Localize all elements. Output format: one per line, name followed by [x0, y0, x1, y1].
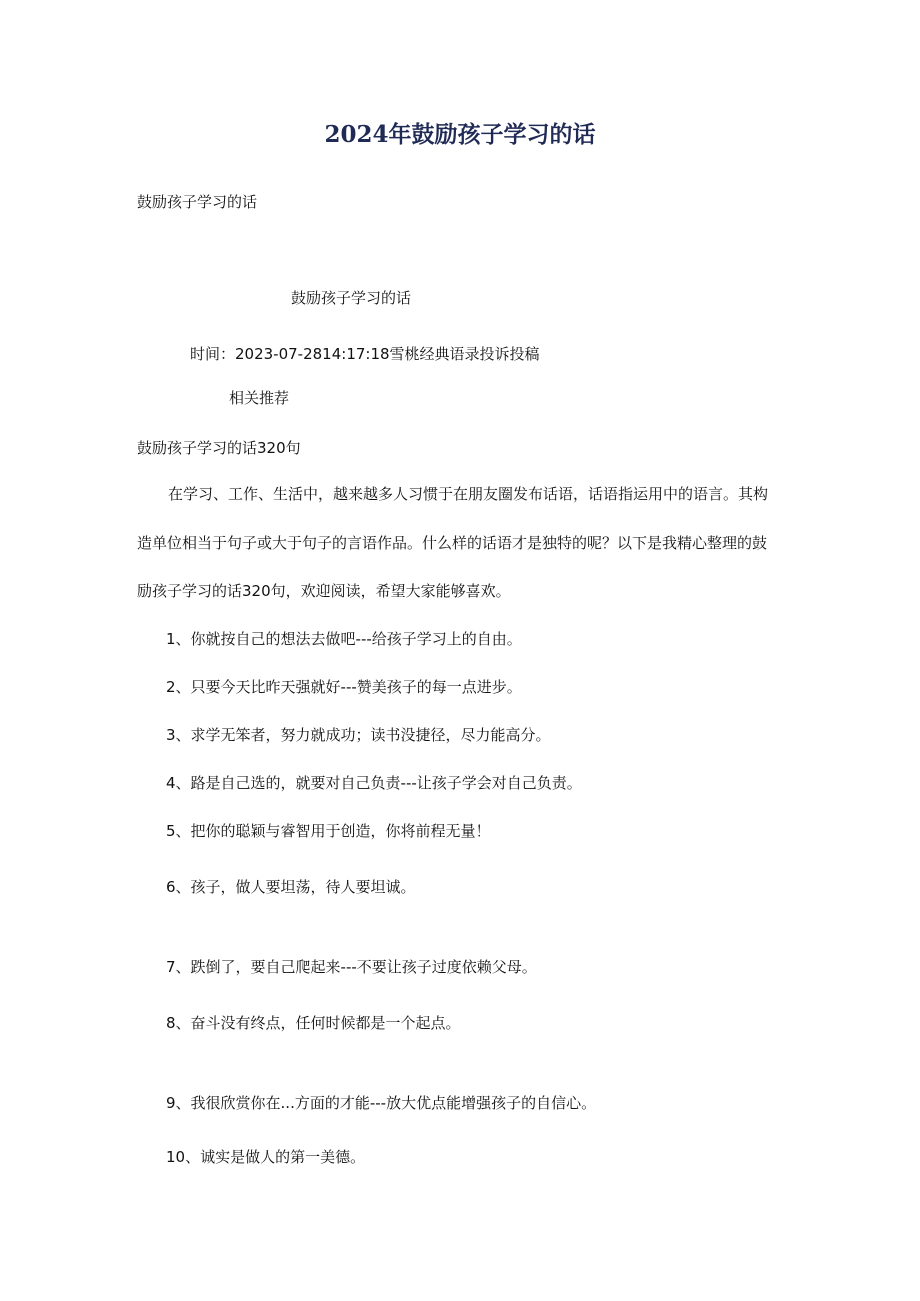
list-item: 9、我很欣赏你在...方面的才能---放大优点能增强孩子的自信心。 — [166, 1094, 597, 1112]
document-subtitle: 鼓励孩子学习的话 — [137, 193, 258, 211]
list-item: 7、跌倒了，要自己爬起来---不要让孩子过度依赖父母。 — [166, 958, 537, 976]
list-item: 1、你就按自己的想法去做吧---给孩子学习上的自由。 — [166, 630, 522, 648]
related-recommendations-label: 相关推荐 — [229, 389, 290, 407]
intro-paragraph-line: 在学习、工作、生活中，越来越多人习惯于在朋友圈发布话语，话语指运用中的语言。其构 — [168, 485, 769, 503]
article-meta: 时间：2023-07-2814:17:18雪桃经典语录投诉投稿 — [190, 345, 540, 363]
document-title: 2024年鼓励孩子学习的话 — [324, 121, 596, 148]
article-title: 鼓励孩子学习的话 — [291, 289, 412, 307]
list-item: 6、孩子，做人要坦荡，待人要坦诚。 — [166, 878, 416, 896]
list-item: 10、诚实是做人的第一美德。 — [166, 1148, 366, 1166]
article-heading: 鼓励孩子学习的话320句 — [137, 439, 301, 457]
list-item: 8、奋斗没有终点，任何时候都是一个起点。 — [166, 1014, 461, 1032]
list-item: 3、求学无笨者，努力就成功；读书没捷径，尽力能高分。 — [166, 726, 551, 744]
intro-paragraph-line: 励孩子学习的话320句，欢迎阅读，希望大家能够喜欢。 — [137, 582, 511, 600]
intro-paragraph-line: 造单位相当于句子或大于句子的言语作品。什么样的话语才是独特的呢？以下是我精心整理的鼓 — [137, 534, 768, 552]
list-item: 4、路是自己选的，就要对自己负责---让孩子学会对自己负责。 — [166, 774, 582, 792]
list-item: 2、只要今天比昨天强就好---赞美孩子的每一点进步。 — [166, 678, 522, 696]
list-item: 5、把你的聪颖与睿智用于创造，你将前程无量！ — [166, 822, 491, 840]
